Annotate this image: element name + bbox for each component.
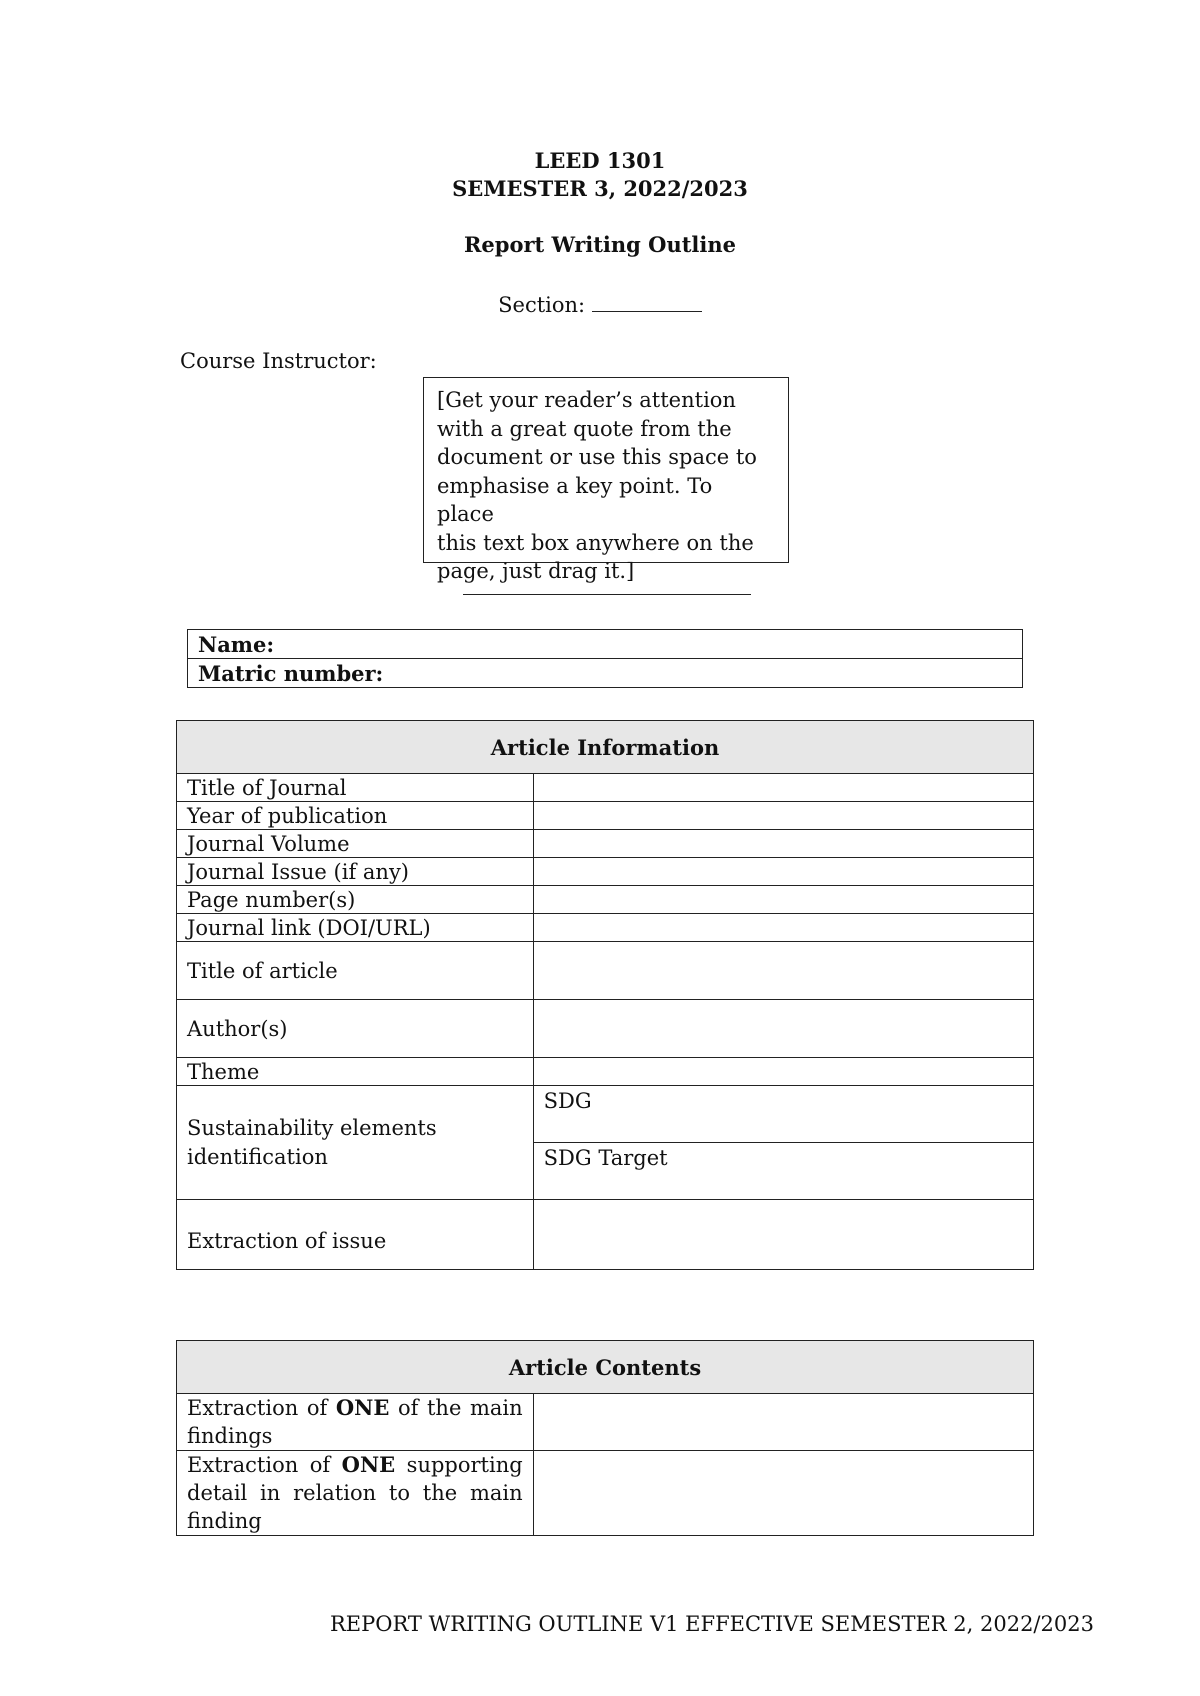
row-label: Theme (177, 1058, 534, 1086)
value-cell[interactable] (533, 886, 1033, 914)
row-label: Page number(s) (177, 886, 534, 914)
name-label[interactable]: Name: (188, 630, 1023, 659)
row-label: Author(s) (177, 1000, 534, 1058)
value-cell[interactable] (533, 914, 1033, 942)
article-contents-table (176, 1340, 1034, 1536)
signature-line (463, 594, 751, 595)
value-cell[interactable] (533, 802, 1033, 830)
value-cell[interactable] (533, 1000, 1033, 1058)
supporting-detail-label: Extraction of ONE supporting detail in relation to the main finding (177, 1451, 534, 1536)
student-info-table (187, 629, 1023, 688)
value-cell[interactable] (533, 858, 1033, 886)
course-code: LEED 1301 (534, 148, 666, 173)
quote-line: [Get your reader’s attention (437, 388, 736, 412)
section-blank[interactable] (592, 291, 702, 312)
quote-line: with a great quote from the (437, 416, 732, 441)
quote-line: emphasise a key point. To place (437, 473, 713, 526)
value-cell[interactable] (533, 942, 1033, 1000)
sdg-cell[interactable]: SDG (533, 1086, 1033, 1143)
semester: SEMESTER 3, 2022/2023 (452, 176, 748, 201)
value-cell[interactable] (533, 1200, 1033, 1270)
value-cell[interactable] (533, 774, 1033, 802)
quote-text-box[interactable] (423, 377, 789, 583)
instructor-label: Course Instructor: (180, 349, 377, 373)
quote-line: document or use this space to (437, 445, 757, 469)
row-label: Title of article (177, 942, 534, 1000)
value-cell[interactable] (533, 830, 1033, 858)
footer-text: REPORT WRITING OUTLINE V1 EFFECTIVE SEMESTER 2, 2022/2023 (330, 1612, 1094, 1636)
article-information-table (176, 720, 1034, 1270)
main-findings-label: Extraction of ONE of the main findings (177, 1394, 534, 1451)
supporting-detail-cell[interactable] (533, 1451, 1033, 1536)
sdg-target-cell[interactable]: SDG Target (533, 1143, 1033, 1200)
section-field (0, 291, 1200, 317)
value-cell[interactable] (533, 1058, 1033, 1086)
section-label: Section: (498, 293, 586, 317)
article-contents-heading: Article Contents (177, 1341, 1034, 1394)
main-findings-cell[interactable] (533, 1394, 1033, 1451)
sustainability-label: Sustainability elements identification (177, 1086, 534, 1200)
row-label: Journal Volume (177, 830, 534, 858)
row-label: Journal link (DOI/URL) (177, 914, 534, 942)
row-label: Year of publication (177, 802, 534, 830)
document-title: Report Writing Outline (463, 232, 737, 257)
quote-line: this text box anywhere on the (437, 530, 754, 555)
row-label: Journal Issue (if any) (177, 858, 534, 886)
extraction-issue-label: Extraction of issue (177, 1200, 534, 1270)
quote-line: page, just drag it.] (437, 559, 635, 583)
row-label: Title of Journal (177, 774, 534, 802)
matric-label[interactable]: Matric number: (188, 659, 1023, 688)
article-information-heading: Article Information (177, 721, 1034, 774)
